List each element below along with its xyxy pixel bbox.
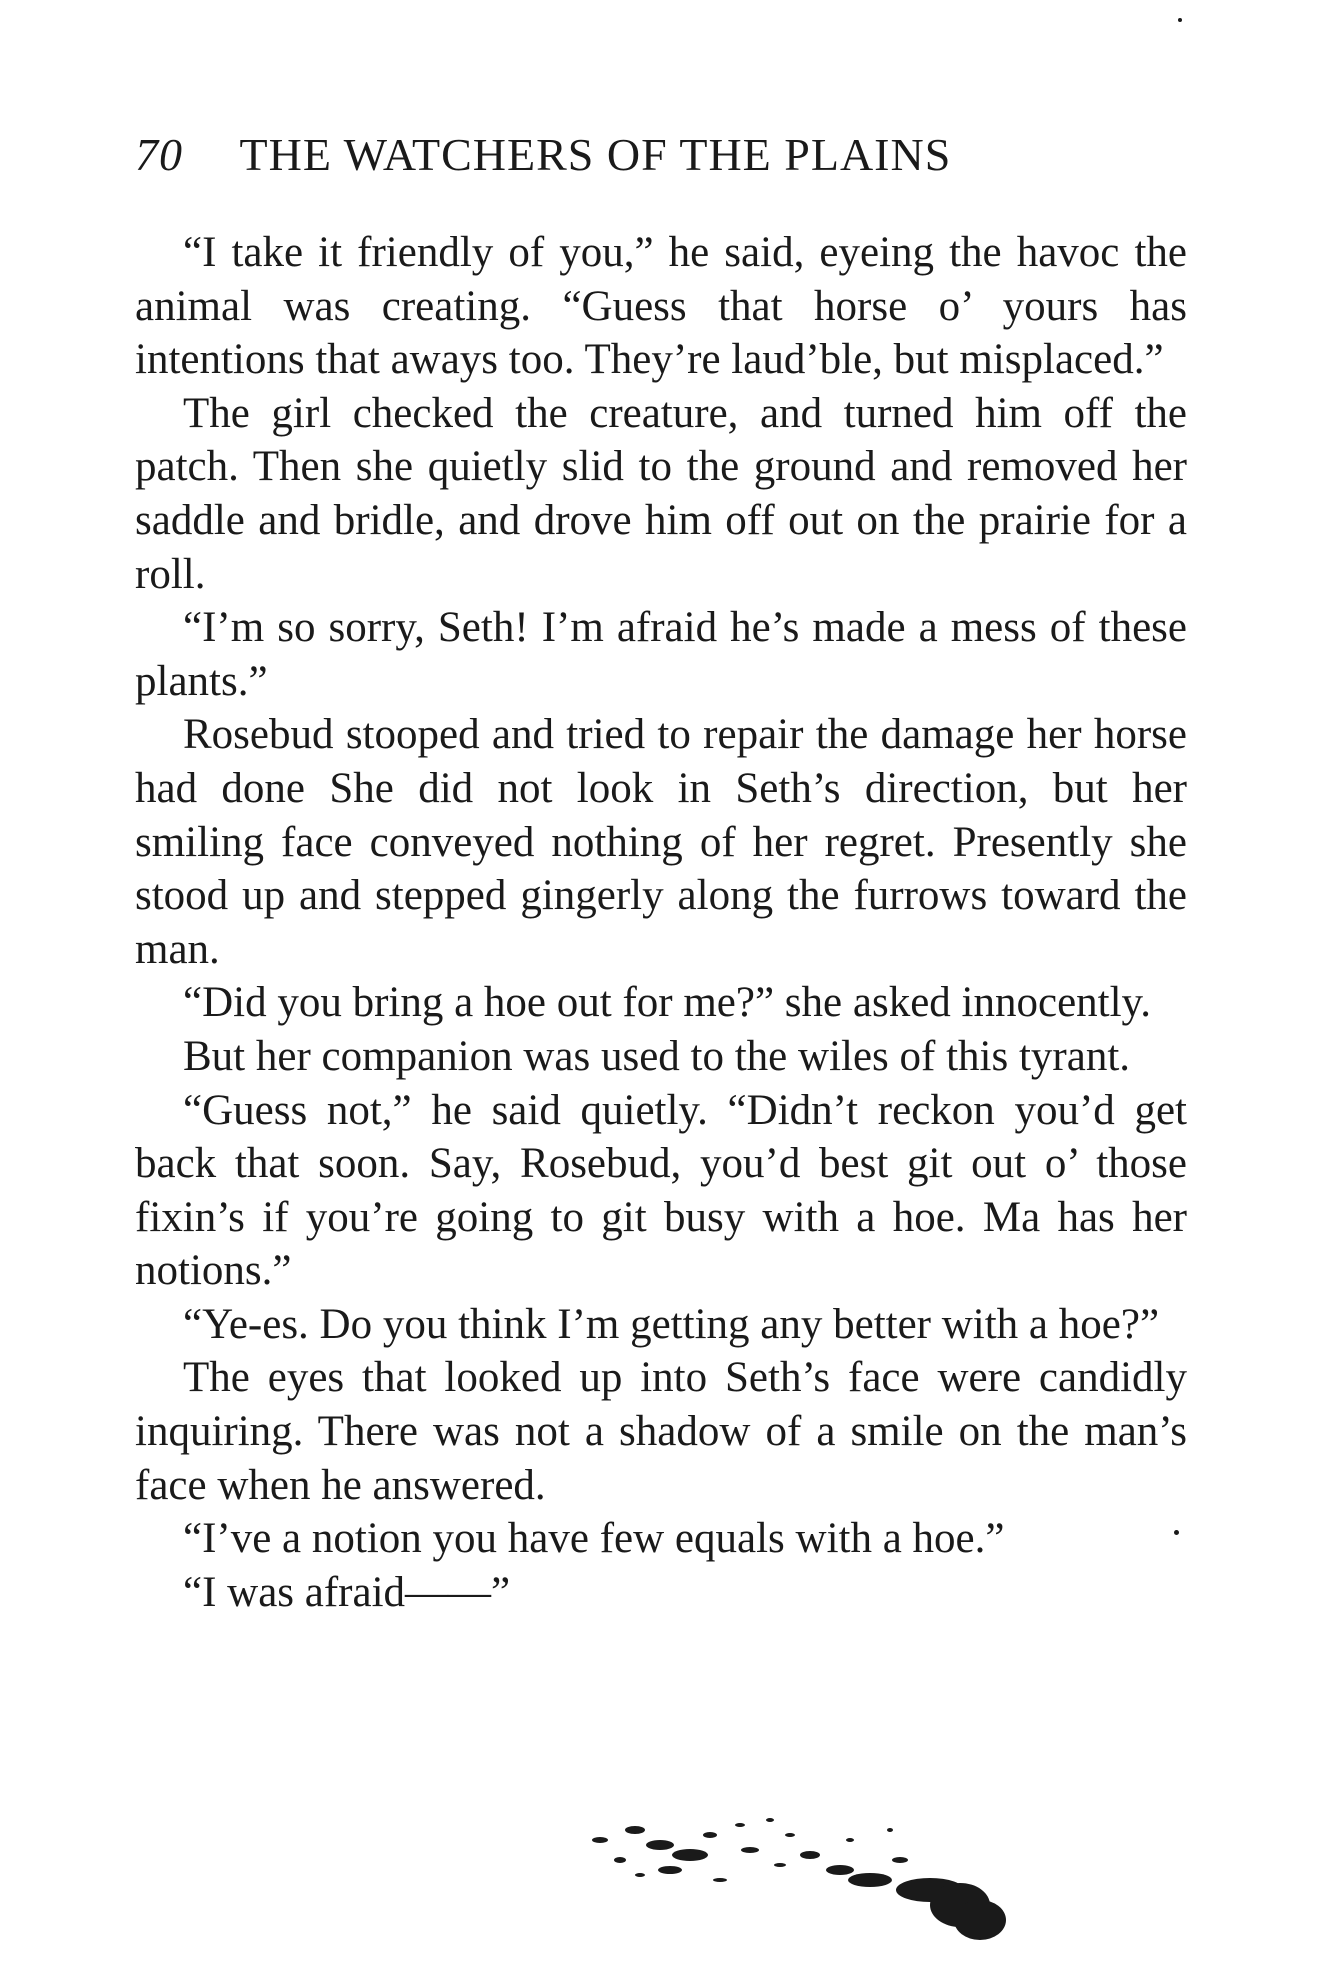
ink-speck	[1174, 1530, 1179, 1535]
paragraph: “Guess not,” he said quietly. “Didn’t reckon you’d get back that soon. Say, Rosebud, you’d best git out o’ those fixin’s if you’re going to git busy with a hoe. Ma has her notions.”	[135, 1086, 1187, 1295]
paragraph: The eyes that looked up into Seth’s face were candidly inquiring. There was not a shadow of a smile on the man’s face when he answered.	[135, 1354, 1187, 1509]
paragraph: Rosebud stooped and tried to repair the damage her horse had done She did not look in Seth’s direction, but her smiling face conveyed nothing of her regret. Presently she stood up and stepped gingerly along the furrows toward the man.	[135, 711, 1187, 973]
running-title: THE WATCHERS OF THE PLAINS	[239, 129, 952, 180]
ink-blot-smudge	[540, 1800, 1020, 1950]
paragraph: “I was afraid——”	[183, 1568, 511, 1616]
page-header	[135, 128, 1195, 188]
paragraph: “Did you bring a hoe out for me?” she asked innocently.	[183, 979, 1152, 1027]
paragraph: “I’m so sorry, Seth! I’m afraid he’s made a mess of these plants.”	[135, 604, 1187, 705]
paragraph: The girl checked the creature, and turned him off the patch. Then she quietly slid to the ground and removed her saddle and bridle, and drove him off out on the prairie for a roll.	[135, 389, 1187, 598]
paragraph: “Ye-es. Do you think I’m getting any better with a hoe?”	[183, 1300, 1160, 1348]
ink-speck	[1178, 18, 1182, 22]
paragraph: But her companion was used to the wiles of this tyrant.	[183, 1032, 1131, 1080]
page-number: 70	[135, 129, 183, 180]
paragraph: “I take it friendly of you,” he said, eyeing the havoc the animal was creating. “Guess that horse o’ yours has intentions that aways too. They’re laud’ble, but misplaced.”	[135, 229, 1187, 384]
paragraph: “I’ve a notion you have few equals with a hoe.”	[183, 1515, 1005, 1563]
body-text	[135, 226, 1187, 1619]
